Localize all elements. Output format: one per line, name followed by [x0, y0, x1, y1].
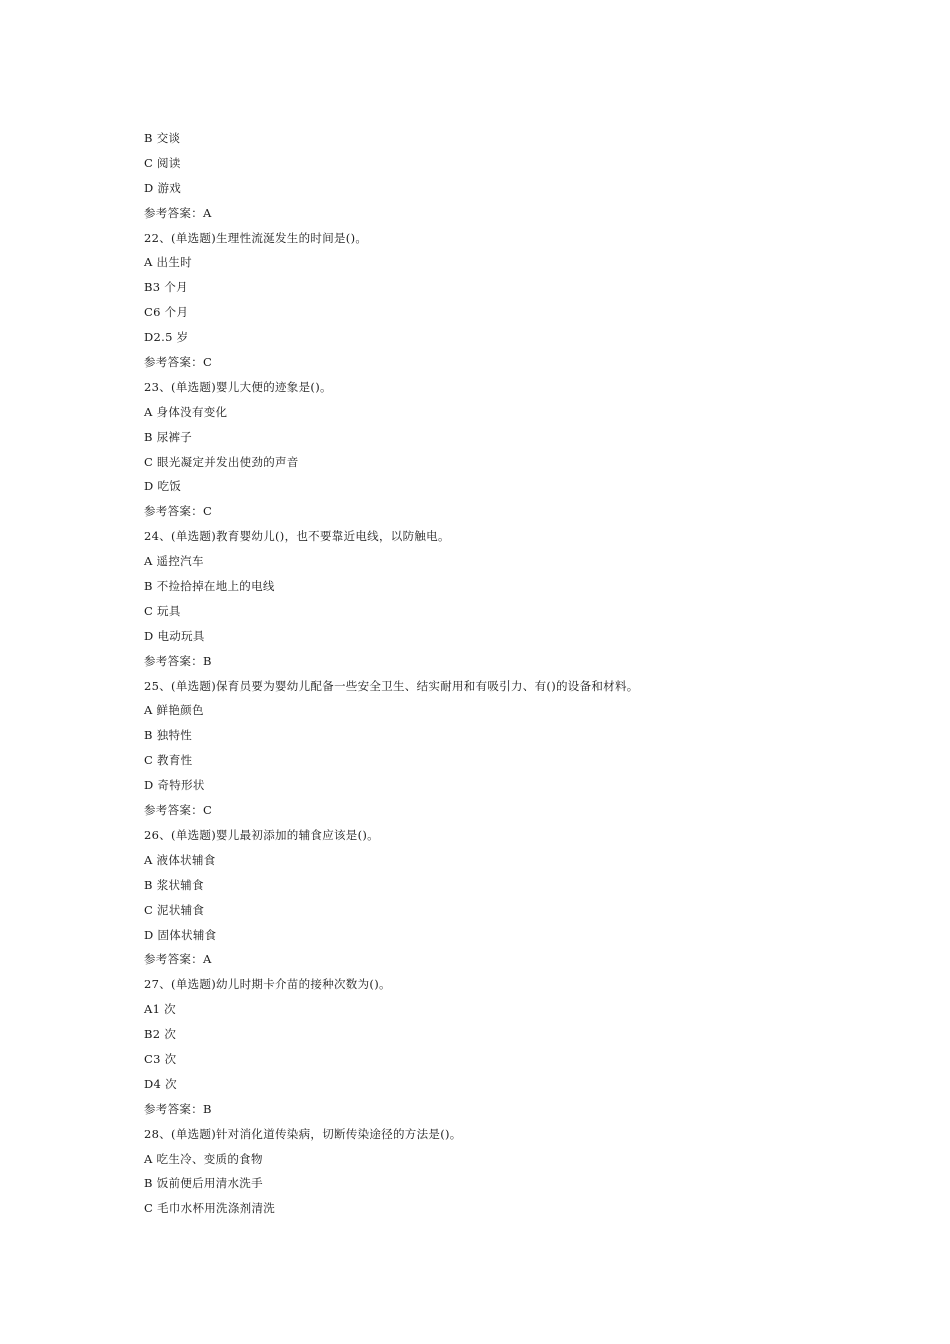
question-text: 27、(单选题)幼儿时期卡介苗的接种次数为()。: [144, 977, 391, 992]
question-text: 24、(单选题)教育婴幼儿()，也不要靠近电线，以防触电。: [144, 529, 450, 544]
reference-answer: 参考答案：C: [144, 803, 213, 818]
question-text: 22、(单选题)生理性流涎发生的时间是()。: [144, 230, 368, 245]
question-text: 25、(单选题)保育员要为婴幼儿配备一些安全卫生、结实耐用和有吸引力、有()的设备和材料。: [144, 678, 639, 693]
answer-option: C 泥状辅食: [144, 902, 205, 917]
answer-option: C 玩具: [144, 603, 181, 618]
reference-answer: 参考答案：C: [144, 355, 213, 370]
answer-option: D4 次: [144, 1076, 177, 1091]
answer-option: A 鲜艳颜色: [144, 703, 204, 718]
answer-option: A 出生时: [144, 255, 192, 270]
answer-option: B 交谈: [144, 131, 181, 145]
answer-option: C 阅读: [144, 155, 181, 170]
reference-answer: 参考答案：B: [144, 1101, 212, 1116]
reference-answer: 参考答案：A: [144, 952, 212, 967]
answer-option: A 液体状辅食: [144, 852, 216, 867]
reference-answer: 参考答案：A: [144, 205, 212, 220]
answer-option: B 饭前便后用清水洗手: [144, 1176, 263, 1191]
answer-option: B 尿裤子: [144, 429, 193, 444]
answer-option: C 教育性: [144, 753, 193, 768]
answer-option: A1 次: [144, 1002, 176, 1017]
reference-answer: 参考答案：C: [144, 504, 213, 519]
answer-option: B 独特性: [144, 728, 193, 743]
reference-answer: 参考答案：B: [144, 653, 212, 668]
answer-option: C6 个月: [144, 305, 189, 320]
answer-option: D 固体状辅食: [144, 927, 217, 942]
answer-option: C3 次: [144, 1051, 177, 1066]
answer-option: B 不捡拾掉在地上的电线: [144, 579, 275, 594]
answer-option: A 吃生冷、变质的食物: [144, 1151, 263, 1166]
answer-option: D 吃饭: [144, 479, 182, 494]
answer-option: D 游戏: [144, 180, 182, 195]
answer-option: D 奇特形状: [144, 778, 205, 793]
question-text: 28、(单选题)针对消化道传染病，切断传染途径的方法是()。: [144, 1126, 462, 1141]
question-text: 26、(单选题)婴儿最初添加的辅食应该是()。: [144, 827, 379, 842]
question-list: [144, 126, 904, 1221]
answer-option: B3 个月: [144, 280, 188, 295]
answer-option: C 毛巾水杯用洗涤剂清洗: [144, 1201, 276, 1216]
answer-option: B 浆状辅食: [144, 877, 204, 892]
question-text: 23、(单选题)婴儿大便的迹象是()。: [144, 379, 332, 394]
answer-option: D 电动玩具: [144, 628, 205, 643]
answer-option: C 眼光凝定并发出使劲的声音: [144, 454, 299, 469]
answer-option: D2.5 岁: [144, 330, 189, 345]
answer-option: B2 次: [144, 1027, 177, 1042]
answer-option: A 身体没有变化: [144, 404, 228, 419]
answer-option: A 遥控汽车: [144, 554, 204, 569]
